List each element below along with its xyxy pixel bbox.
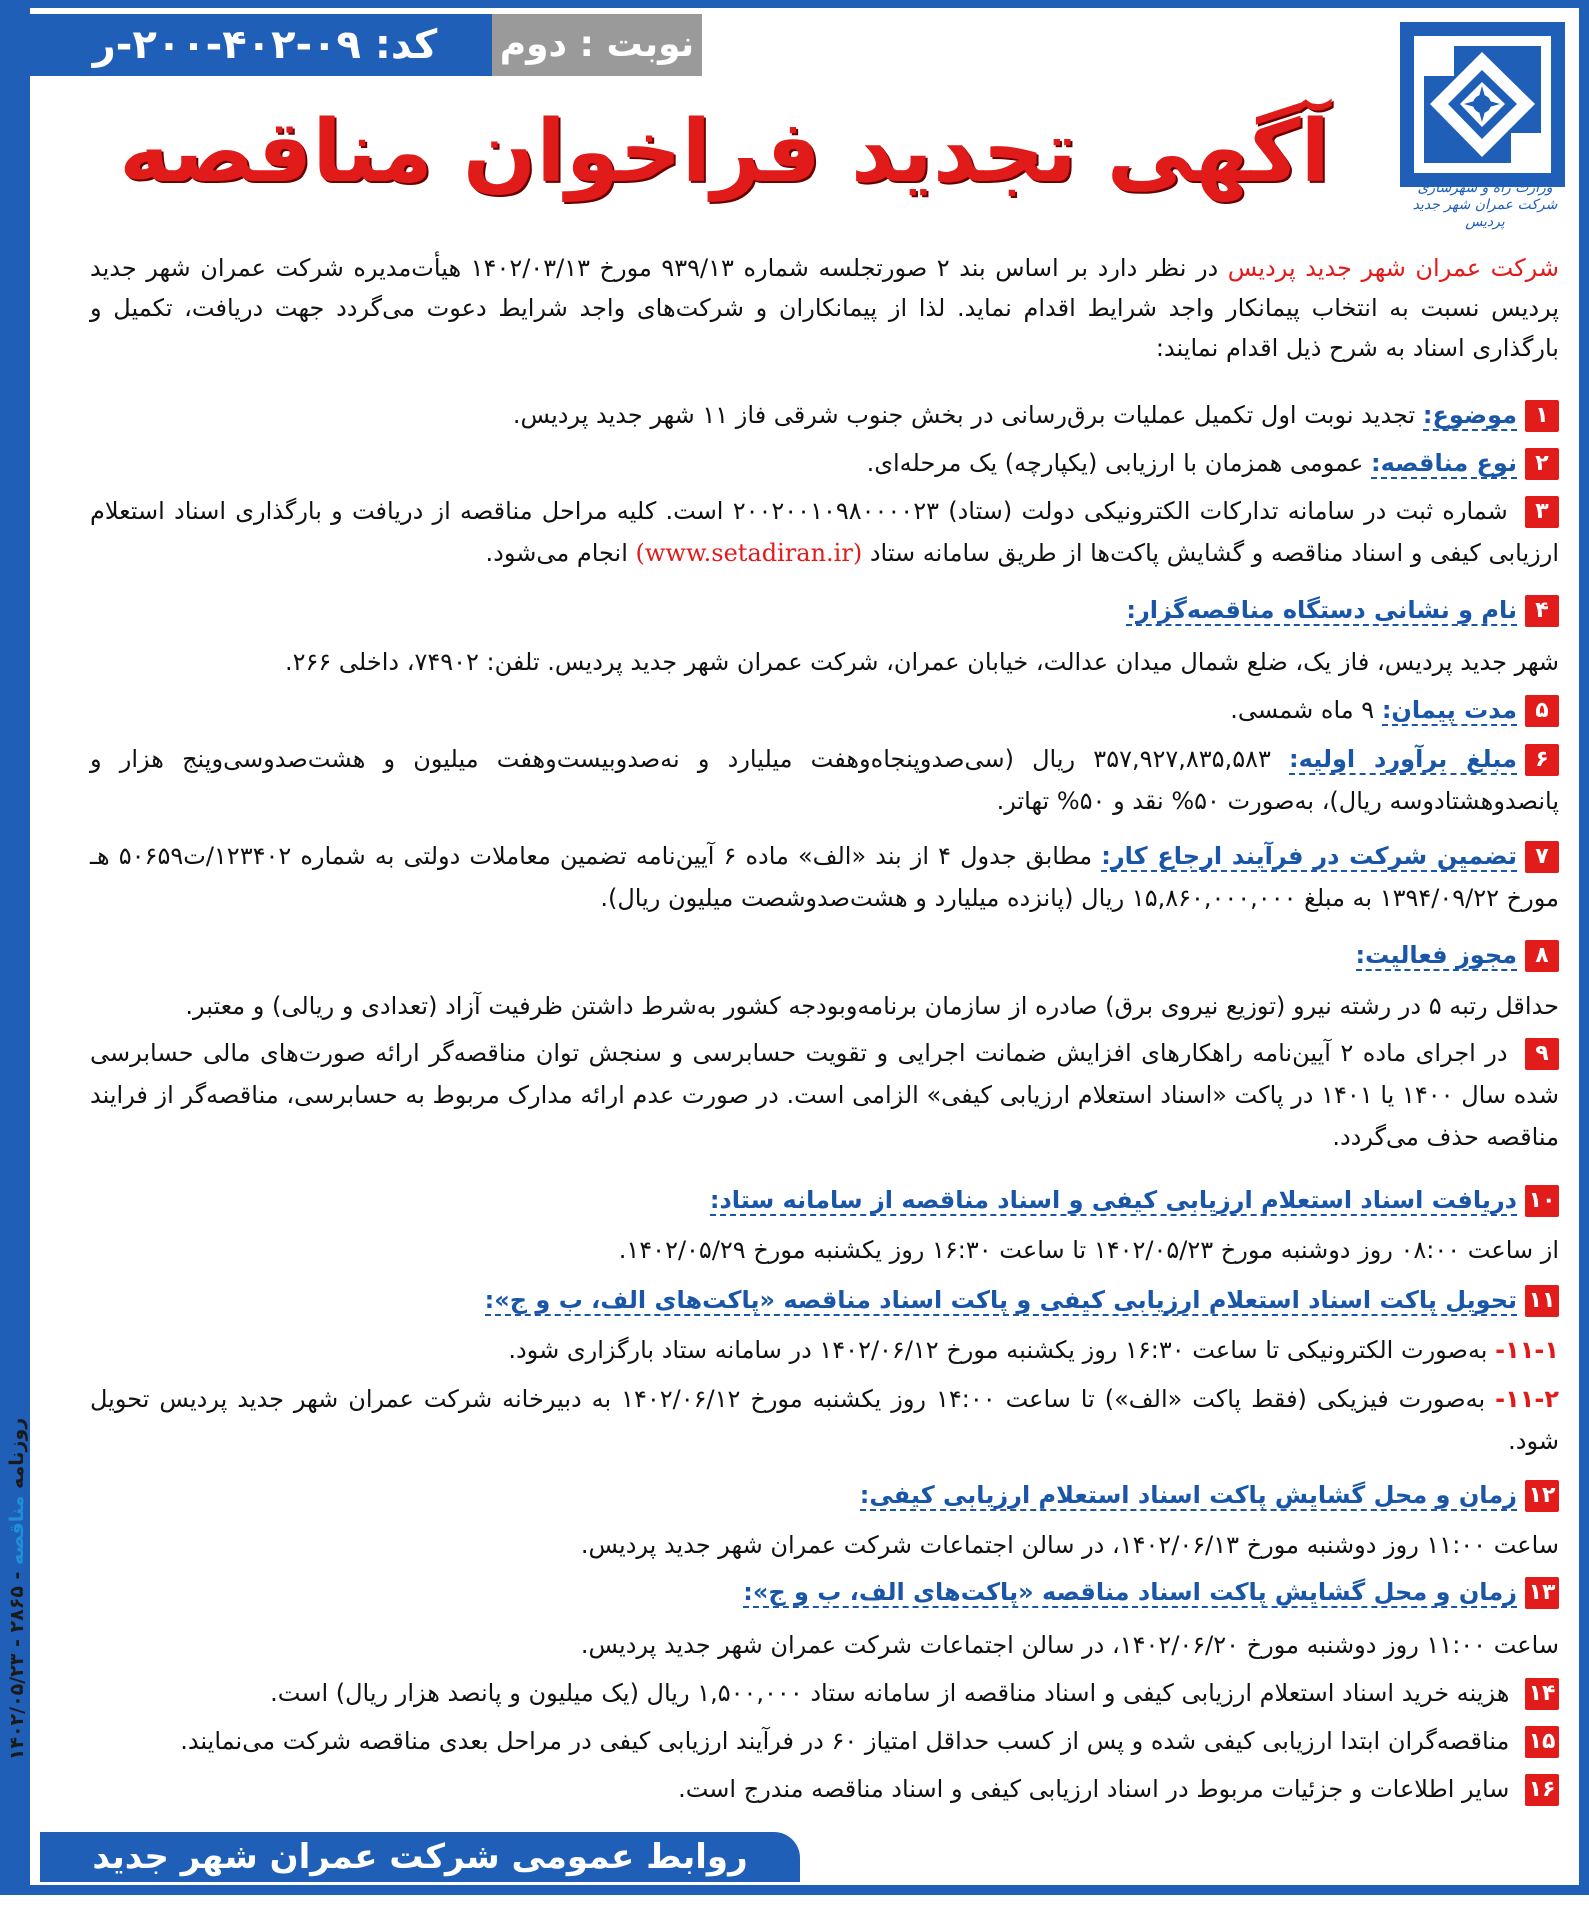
item-number: ۱۵ [1525, 1726, 1559, 1758]
item-text: مطابق جدول ۴ از بند «الف» ماده ۶ آیین‌نامه تضمین معاملات دولتی به شماره ۱۲۳۴۰۲/ت۵۰۶۵۹ هـ مورخ ۱۳۹۴/۰۹/۲۲ به مبلغ ۱۵,۸۶۰,۰۰۰,۰۰۰ ریال (پانزده میلیارد و هشت‌صدوشصت میلیون ریال). [90, 842, 1559, 912]
item-14 [270, 1673, 1559, 1713]
item-11-1 [508, 1330, 1559, 1370]
item-13-text: ساعت ۱۱:۰۰ روز دوشنبه مورخ ۱۴۰۲/۰۶/۲۰، در سالن اجتماعات شرکت عمران شهر جدید پردیس. [580, 1631, 1559, 1659]
item-heading: زمان و محل گشایش پاکت اسناد استعلام ارزیابی کیفی: [859, 1481, 1517, 1509]
turn-label: نوبت : دوم [492, 14, 702, 76]
logo-caption [1405, 180, 1565, 231]
item-5 [1230, 690, 1559, 730]
item-4-text: شهر جدید پردیس، فاز یک، ضلع شمال میدان عدالت، خیابان عمران، شرکت عمران شهر جدید پردیس. تلفن: ۷۴۹۰۲، داخلی ۲۶۶. [284, 648, 1559, 676]
item-3: ۳ شماره ثبت در سامانه تدارکات الکترونیکی دولت (ستاد) ۲۰۰۲۰۰۱۰۹۸۰۰۰۰۲۳ است. کلیه مراحل مناقصه از دریافت و بارگذاری اسناد استعلام ارزیابی کیفی و اسناد مناقصه و گشایش پاکت‌ها از طریق سامانه ستاد (www.setadiran.ir) انجام می‌شود. [90, 497, 1559, 567]
item-16 [678, 1769, 1559, 1809]
item-heading: تضمین شرکت در فرآیند ارجاع کار: [1101, 842, 1518, 870]
item-11 [485, 1280, 1559, 1320]
item-text: مناقصه‌گران ابتدا ارزیابی کیفی شده و پس از کسب حداقل امتیاز ۶۰ در فرآیند ارزیابی کیفی در مراحل بعدی مناقصه شرکت می‌نمایند. [180, 1727, 1517, 1755]
intro-paragraph: شرکت عمران شهر جدید پردیس در نظر دارد بر اساس بند ۲ صورتجلسه شماره ۹۳۹/۱۳ مورخ ۱۴۰۲/۰۳/۱۳ هیأت‌مدیره شرکت عمران شهر جدید پردیس نسبت به انتخاب پیمانکار واجد شرایط اقدام نماید. لذا از پیمانکاران و شرکت‌های واجد شرایط دعوت می‌گردد جهت دریافت، تکمیل و بارگذاری اسناد به شرح ذیل اقدام نمایند: [90, 254, 1560, 362]
sub-item-text: به‌صورت فیزیکی (فقط پاکت «الف») تا ساعت ۱۴:۰۰ روز یکشنبه مورخ ۱۴۰۲/۰۶/۱۲ به دبیرخانه شرکت عمران شهر جدید پردیس تحویل شود. [90, 1385, 1559, 1455]
page-title: آگهی تجدید فراخوان مناقصه [119, 102, 1330, 202]
item-heading: مجوز فعالیت: [1355, 941, 1517, 969]
item-text: تجدید نوبت اول تکمیل عملیات برق‌رسانی در بخش جنوب شرقی فاز ۱۱ شهر جدید پردیس. [512, 401, 1423, 429]
company-logo [1400, 22, 1565, 187]
item-9 [90, 1032, 1559, 1158]
logo-emblem-icon [1400, 22, 1565, 187]
item-13 [743, 1572, 1559, 1612]
footer-public-relations: روابط عمومی شرکت عمران شهر جدید پردیس [92, 1837, 748, 1927]
item-8-text: حداقل رتبه ۵ در رشته نیرو (توزیع نیروی برق) صادره از سازمان برنامه‌وبودجه کشور به‌شرط داشتن ظرفیت آزاد (تعدادی و ریالی) و معتبر. [185, 992, 1559, 1020]
side-publication-info: روزنامه مناقصه - ۲۸۶۵ - ۱۴۰۲/۰۵/۲۳ [6, 1417, 28, 1761]
item-heading: نوع مناقصه: [1371, 449, 1517, 477]
item-number: ۱۰ [1525, 1185, 1559, 1217]
item-2 [867, 443, 1559, 483]
item-number: ۱ [1525, 400, 1559, 432]
item-heading: دریافت اسناد استعلام ارزیابی کیفی و اسناد مناقصه از سامانه ستاد: [709, 1186, 1517, 1214]
item-number: ۱۲ [1525, 1480, 1559, 1512]
item-12 [860, 1475, 1559, 1515]
item-1 [513, 395, 1559, 435]
item-number: ۱۶ [1525, 1774, 1559, 1806]
item-number: ۶ [1525, 744, 1559, 776]
item-number: ۱۳ [1525, 1577, 1559, 1609]
item-7 [90, 835, 1559, 919]
logo-caption-ministry: وزارت راه و شهرسازی [1417, 180, 1553, 196]
item-number: ۱۱ [1525, 1285, 1559, 1317]
company-name: شرکت عمران شهر جدید پردیس [1227, 254, 1560, 282]
side-brand: مناقصه [6, 1495, 28, 1565]
item-heading: زمان و محل گشایش پاکت اسناد مناقصه «پاکت‌های الف، ب و ج»: [743, 1578, 1517, 1606]
item-10 [710, 1180, 1559, 1220]
item-8 [1356, 935, 1559, 975]
item-number: ۴ [1525, 595, 1559, 627]
item-11-2 [90, 1378, 1559, 1462]
item-heading: نام و نشانی دستگاه مناقصه‌گزار: [1126, 596, 1517, 624]
item-heading: تحویل پاکت اسناد استعلام ارزیابی کیفی و پاکت اسناد مناقصه «پاکت‌های الف، ب و ج»: [484, 1286, 1517, 1314]
item-10-text: از ساعت ۰۸:۰۰ روز دوشنبه مورخ ۱۴۰۲/۰۵/۲۳ تا ساعت ۱۶:۳۰ روز یکشنبه مورخ ۱۴۰۲/۰۵/۲۹. [618, 1236, 1559, 1264]
item-text: هزینه خرید اسناد استعلام ارزیابی کیفی و اسناد مناقصه از سامانه ستاد ۱,۵۰۰,۰۰۰ ریال (یک میلیون و پانصد هزار ریال) است. [270, 1679, 1517, 1707]
sub-item-number: ۱۱-۱- [1495, 1336, 1559, 1364]
item-4 [1126, 590, 1559, 630]
sub-item-text: به‌صورت الکترونیکی تا ساعت ۱۶:۳۰ روز یکشنبه مورخ ۱۴۰۲/۰۶/۱۲ در سامانه ستاد بارگزاری شود. [508, 1336, 1496, 1364]
item-text: ۳۵۷,۹۲۷,۸۳۵,۵۸۳ ریال (سی‌صدوپنجاه‌وهفت میلیارد و نه‌صدوبیست‌وهفت میلیون و هشت‌صدوسی‌وپنج هزار و پانصدوهشتادوسه ریال)، به‌صورت ۵۰% نقد و ۵۰% تهاتر. [90, 745, 1559, 815]
item-15 [180, 1721, 1559, 1761]
item-heading: موضوع: [1422, 401, 1517, 429]
item-number: ۷ [1525, 841, 1559, 873]
logo-caption-company: شرکت عمران شهر جدید پردیس [1412, 197, 1558, 230]
item-heading: مدت پیمان: [1381, 696, 1517, 724]
item-text: ۹ ماه شمسی. [1230, 696, 1382, 724]
item-number: ۲ [1525, 448, 1559, 480]
item-6 [90, 738, 1559, 822]
sub-item-number: ۱۱-۲- [1495, 1385, 1559, 1413]
item-text: شماره ثبت در سامانه تدارکات الکترونیکی دولت (ستاد) ۲۰۰۲۰۰۱۰۹۸۰۰۰۰۲۳ است. کلیه مراحل مناقصه از دریافت و بارگذاری اسناد استعلام ارزیابی کیفی و اسناد مناقصه و گشایش پاکت‌ها از طریق سامانه ستاد [90, 497, 1559, 567]
item-number: ۹ [1525, 1038, 1559, 1070]
item-number: ۸ [1525, 940, 1559, 972]
item-number: ۱۴ [1525, 1678, 1559, 1710]
item-text: سایر اطلاعات و جزئیات مربوط در اسناد ارزیابی کیفی و اسناد مناقصه مندرج است. [678, 1775, 1517, 1803]
tender-code: کد: ۰۹-۴۰۲-۲۰۰-ر [92, 22, 438, 68]
item-number: ۳ [1525, 496, 1559, 528]
item-heading: مبلغ برآورد اولیه: [1289, 745, 1517, 773]
item-text: در اجرای ماده ۲ آیین‌نامه راهکارهای افزایش ضمانت اجرایی و تقویت حسابرسی و سنجش توان مناقصه‌گر ارائه صورت‌های مالی حسابرسی شده سال ۱۴۰۰ یا ۱۴۰۱ در پاکت «اسناد استعلام ارزیابی کیفی» الزامی است. در صورت عدم ارائه مدارک مربوط به حسابرسی، مناقصه‌گر از فرایند مناقصه حذف می‌گردد. [90, 1039, 1560, 1151]
setad-link[interactable]: (www.setadiran.ir) [635, 539, 863, 567]
item-text: عمومی همزمان با ارزیابی (یکپارچه) یک مرحله‌ای. [866, 449, 1371, 477]
item-number: ۵ [1525, 695, 1559, 727]
item-12-text: ساعت ۱۱:۰۰ روز دوشنبه مورخ ۱۴۰۲/۰۶/۱۳، در سالن اجتماعات شرکت عمران شهر جدید پردیس. [580, 1531, 1559, 1559]
